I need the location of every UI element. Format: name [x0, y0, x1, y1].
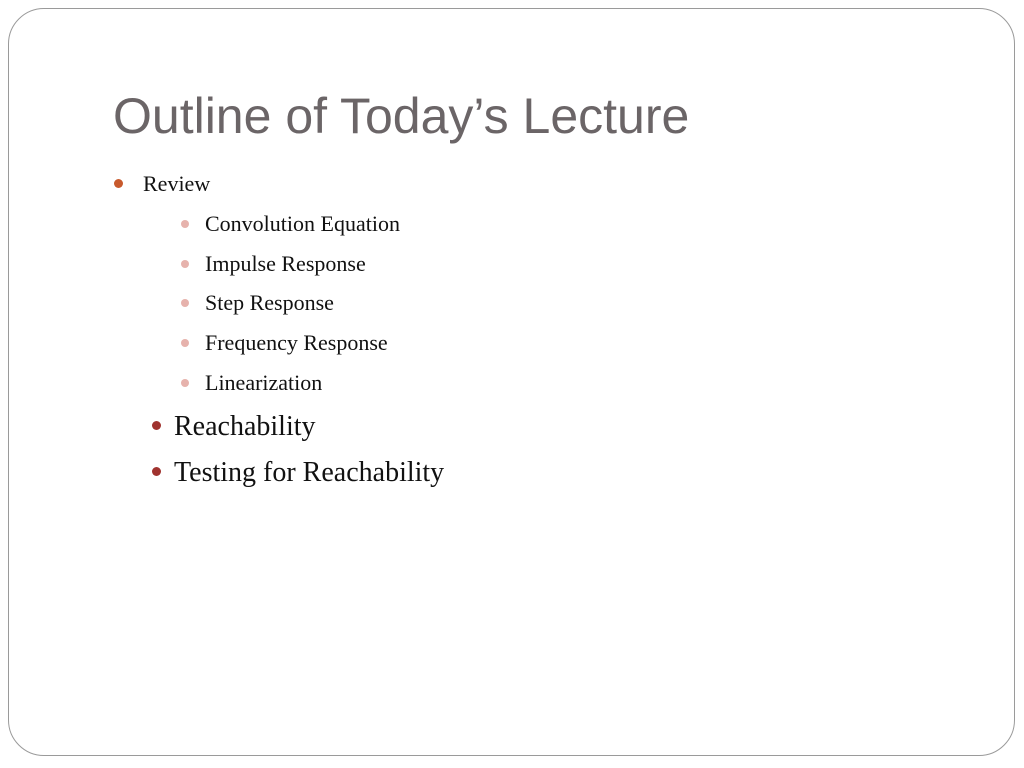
bullet-dot-icon: [152, 421, 161, 430]
bullet-text: Testing for Reachability: [174, 457, 445, 488]
bullet-text: Reachability: [174, 411, 316, 442]
bullet-text: Linearization: [205, 370, 323, 395]
bullet-text: Step Response: [205, 290, 334, 315]
bullet-dot-icon: [181, 260, 189, 268]
bullet-text: Impulse Response: [205, 251, 366, 276]
bullet-dot-icon: [114, 179, 123, 188]
bullet-dot-icon: [152, 467, 161, 476]
bullet-text: Convolution Equation: [205, 211, 400, 236]
bullet-text: Frequency Response: [205, 330, 388, 355]
bullet-dot-icon: [181, 220, 189, 228]
bullet-dot-icon: [181, 339, 189, 347]
bullet-text: Review: [143, 171, 211, 196]
bullet-dot-icon: [181, 379, 189, 387]
slide-title: Outline of Today’s Lecture: [113, 88, 690, 144]
bullet-dot-icon: [181, 299, 189, 307]
